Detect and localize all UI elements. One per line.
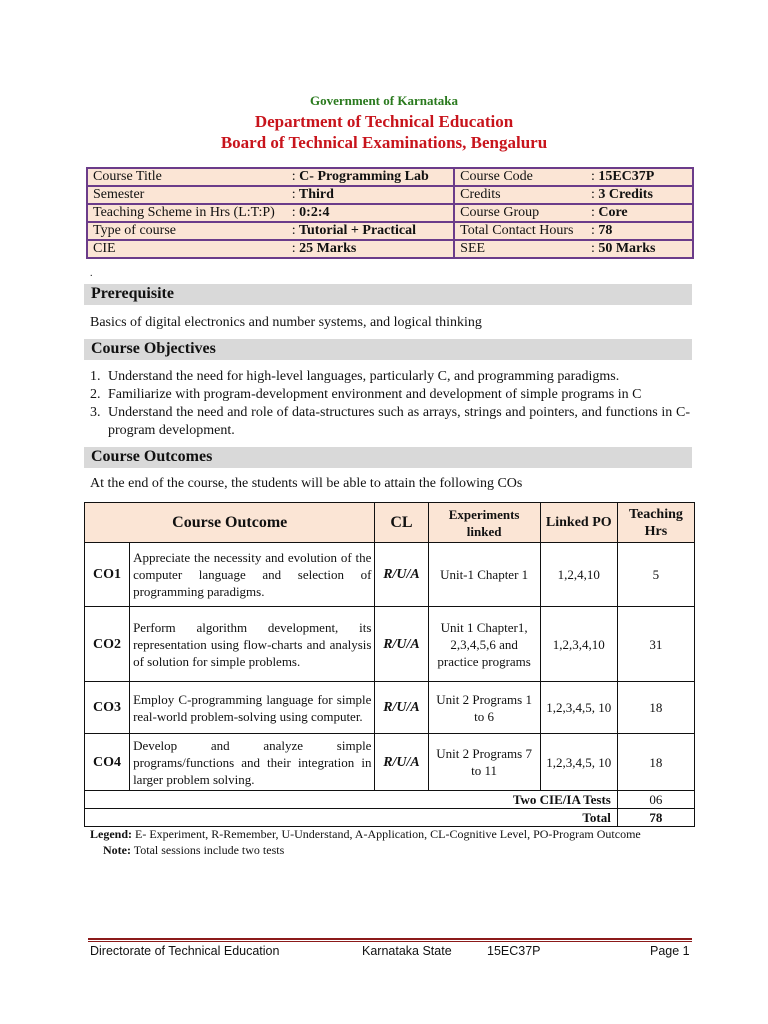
info-label: Credits (454, 186, 586, 204)
outcome-id: CO3 (85, 682, 130, 734)
info-label: Semester (87, 186, 287, 204)
info-value-text: 25 Marks (299, 241, 357, 256)
outcome-cl: R/U/A (375, 682, 428, 734)
outcome-row (85, 543, 695, 607)
footer-course-code: 15EC37P (487, 944, 541, 958)
info-label: Total Contact Hours (454, 222, 586, 240)
objective-text: Understand the need and role of data-structures such as arrays, strings and pointers, and functions in C-program development. (108, 405, 690, 438)
legend-label: Legend: (90, 827, 132, 841)
info-value: : 50 Marks (586, 240, 693, 258)
info-value: : 25 Marks (287, 240, 454, 258)
course-outcomes-table (84, 502, 695, 827)
header-course-outcome: Course Outcome (85, 503, 375, 543)
outcome-cl: R/U/A (375, 607, 428, 682)
objective-number: 2. (90, 387, 101, 402)
info-value: : 3 Credits (586, 186, 693, 204)
outcome-po: 1,2,3,4,5, 10 (540, 734, 617, 791)
government-title: Government of Karnataka (309, 93, 459, 108)
footer-rule-thin (88, 941, 692, 942)
objective-text: Understand the need for high-level languages, particularly C, and programming paradigms. (108, 369, 620, 384)
outcome-po: 1,2,3,4,10 (540, 607, 617, 682)
outcome-row (85, 607, 695, 682)
prerequisite-heading-bar (84, 284, 692, 305)
outcome-experiments: Unit 2 Programs 1 to 6 (428, 682, 540, 734)
objective-number: 1. (90, 369, 101, 384)
prerequisite-text: Basics of digital electronics and number systems, and logical thinking (90, 315, 482, 330)
outcome-cl: R/U/A (375, 543, 428, 607)
outcome-id: CO4 (85, 734, 130, 791)
info-value-text: 15EC37P (598, 169, 655, 184)
outcome-po: 1,2,4,10 (540, 543, 617, 607)
info-label: Course Code (454, 168, 586, 186)
board-title: Board of Technical Examinations, Bengaluru (220, 133, 548, 152)
info-value-text: 3 Credits (598, 187, 653, 202)
tests-value: 06 (617, 791, 694, 809)
outcome-description: Develop and analyze simple programs/functions and their integration in larger problem solving. (130, 734, 375, 791)
outcomes-heading-bar (84, 447, 692, 468)
info-value-text: Core (598, 205, 628, 220)
info-value: : 0:2:4 (287, 204, 454, 222)
outcome-description: Appreciate the necessity and evolution of the computer language and selection of programming paradigms. (130, 543, 375, 607)
outcome-hrs: 31 (617, 607, 694, 682)
footer-rule (88, 938, 692, 940)
objective-item (90, 368, 690, 386)
info-label: Course Group (454, 204, 586, 222)
objective-number: 3. (90, 405, 101, 420)
info-value: : C- Programming Lab (287, 168, 454, 186)
objectives-heading-bar (84, 339, 692, 360)
course-info-table (86, 167, 694, 259)
stray-mark: . (90, 268, 93, 279)
outcome-hrs: 5 (617, 543, 694, 607)
course-info-row (87, 186, 693, 204)
header-linked-po: Linked PO (540, 503, 617, 543)
outcome-description: Perform algorithm development, its representation using flow-charts and analysis of solution for simple problems. (130, 607, 375, 682)
objective-item (90, 404, 690, 440)
outcome-description: Employ C-programming language for simple real-world problem-solving using computer. (130, 682, 375, 734)
outcome-experiments: Unit 1 Chapter1, 2,3,4,5,6 and practice programs (428, 607, 540, 682)
info-value-text: C- Programming Lab (299, 169, 429, 184)
legend-text: E- Experiment, R-Remember, U-Understand, A-Application, CL-Cognitive Level, PO-Program Outcome (132, 827, 641, 841)
info-label: SEE (454, 240, 586, 258)
footer-directorate: Directorate of Technical Education (90, 944, 280, 958)
info-value: : Core (586, 204, 693, 222)
prerequisite-heading: Prerequisite (91, 285, 174, 302)
objective-item (90, 386, 690, 404)
outcome-experiments: Unit 2 Programs 7 to 11 (428, 734, 540, 791)
info-value: : Third (287, 186, 454, 204)
objectives-list (90, 368, 690, 440)
outcome-po: 1,2,3,4,5, 10 (540, 682, 617, 734)
note-text: Total sessions include two tests (130, 843, 285, 857)
outcome-id: CO2 (85, 607, 130, 682)
info-value-text: Tutorial + Practical (298, 223, 417, 238)
outcome-hrs: 18 (617, 682, 694, 734)
header-teaching-hrs: Teaching Hrs (617, 503, 694, 543)
outcome-experiments: Unit-1 Chapter 1 (428, 543, 540, 607)
note-label: Note: (103, 843, 131, 857)
outcomes-heading: Course Outcomes (91, 448, 213, 465)
course-info-row (87, 168, 693, 186)
legend (90, 827, 641, 841)
info-value-text: 50 Marks (598, 241, 656, 256)
total-label: Total (85, 809, 618, 827)
outcome-cl: R/U/A (375, 734, 428, 791)
course-info-row (87, 240, 693, 258)
tests-label: Two CIE/IA Tests (85, 791, 618, 809)
department-title: Department of Technical Education (254, 112, 514, 131)
info-label: Course Title (87, 168, 287, 186)
info-value-text: 78 (598, 223, 613, 238)
info-value: : 78 (586, 222, 693, 240)
course-info-row (87, 222, 693, 240)
objective-text: Familiarize with program-development environment and development of simple programs in C (108, 387, 642, 402)
info-value: : Tutorial + Practical (287, 222, 454, 240)
footer-page-number: Page 1 (650, 944, 690, 958)
course-info-row (87, 204, 693, 222)
info-value-text: Third (298, 187, 334, 202)
outcome-id: CO1 (85, 543, 130, 607)
info-label: CIE (87, 240, 287, 258)
header-experiments-linked: Experiments linked (428, 503, 540, 543)
objectives-heading: Course Objectives (91, 340, 216, 357)
note (103, 843, 284, 857)
footer-state: Karnataka State (362, 944, 452, 958)
outcome-hrs: 18 (617, 734, 694, 791)
info-value: : 15EC37P (586, 168, 693, 186)
info-label: Teaching Scheme in Hrs (L:T:P) (87, 204, 287, 222)
outcome-row (85, 734, 695, 791)
total-value: 78 (617, 809, 694, 827)
outcome-row (85, 682, 695, 734)
info-label: Type of course (87, 222, 287, 240)
info-value-text: 0:2:4 (299, 205, 330, 220)
header-cl: CL (375, 503, 428, 543)
outcomes-intro: At the end of the course, the students will be able to attain the following COs (90, 476, 523, 491)
